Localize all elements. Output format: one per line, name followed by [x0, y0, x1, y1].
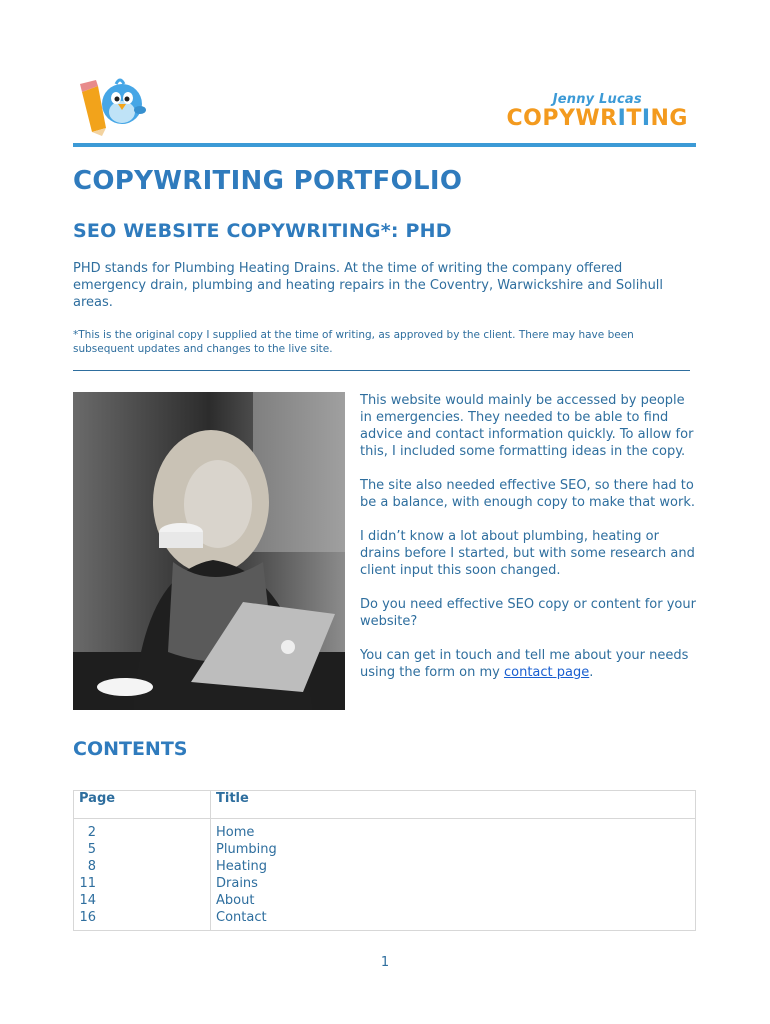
page-number: 8: [87, 859, 96, 874]
page-number-footer: 1: [380, 955, 390, 970]
body-paragraph: The site also needed effective SEO, so there had to be a balance, with enough copy to make that work.: [360, 478, 696, 510]
table-row: [74, 819, 696, 931]
section-title-entry: Plumbing: [216, 842, 277, 857]
page-number-list: [74, 819, 211, 931]
page-number: 11: [79, 876, 96, 891]
portrait-photo: [73, 392, 345, 710]
column-header-page: Page: [74, 791, 211, 819]
body-copy: [360, 392, 700, 698]
bird-logo-icon: [76, 70, 148, 136]
contents-table: [73, 790, 696, 931]
body-paragraph: This website would mainly be accessed by people in emergencies. They needed to be able to find advice and contact information quickly. To allow for this, I included some formatting ideas in the copy.: [360, 393, 694, 459]
header-divider: [73, 143, 696, 147]
page-number: 14: [79, 893, 96, 908]
brand-logo: [507, 92, 688, 131]
body-paragraph: Do you need effective SEO copy or content for your website?: [360, 597, 696, 629]
column-header-title: Title: [211, 791, 696, 819]
section-title: SEO WEBSITE COPYWRITING*: PHD: [73, 220, 452, 242]
intro-paragraph: PHD stands for Plumbing Heating Drains. At the time of writing the company offered emergency drain, plumbing and heating repairs in the Coventry, Warwickshire and Solihull areas.: [73, 261, 664, 310]
contents-heading: CONTENTS: [73, 738, 188, 760]
body-paragraph: You can get in touch and tell me about your needs using the form on my contact page.: [360, 648, 689, 680]
page-number: 2: [87, 825, 96, 840]
section-title-entry: About: [216, 893, 255, 908]
section-title-entry: Drains: [216, 876, 258, 891]
section-title-entry: Contact: [216, 910, 267, 925]
page-number: 5: [87, 842, 96, 857]
brand-wordmark: COPYWRITING: [506, 106, 688, 131]
brand-name: Jenny Lucas: [552, 92, 642, 107]
section-divider: [73, 370, 690, 371]
section-title-entry: Home: [216, 825, 255, 840]
footnote-paragraph: *This is the original copy I supplied at the time of writing, as approved by the client. There may have been subsequent updates and changes to the live site.: [73, 329, 634, 355]
body-paragraph: I didn’t know a lot about plumbing, heating or drains before I started, but with some research and client input this soon changed.: [360, 529, 695, 578]
page-title: COPYWRITING PORTFOLIO: [73, 166, 463, 196]
section-title-entry: Heating: [216, 859, 267, 874]
title-list: [211, 819, 696, 931]
page-number: 16: [79, 910, 96, 925]
contact-page-link[interactable]: contact page: [503, 665, 590, 680]
